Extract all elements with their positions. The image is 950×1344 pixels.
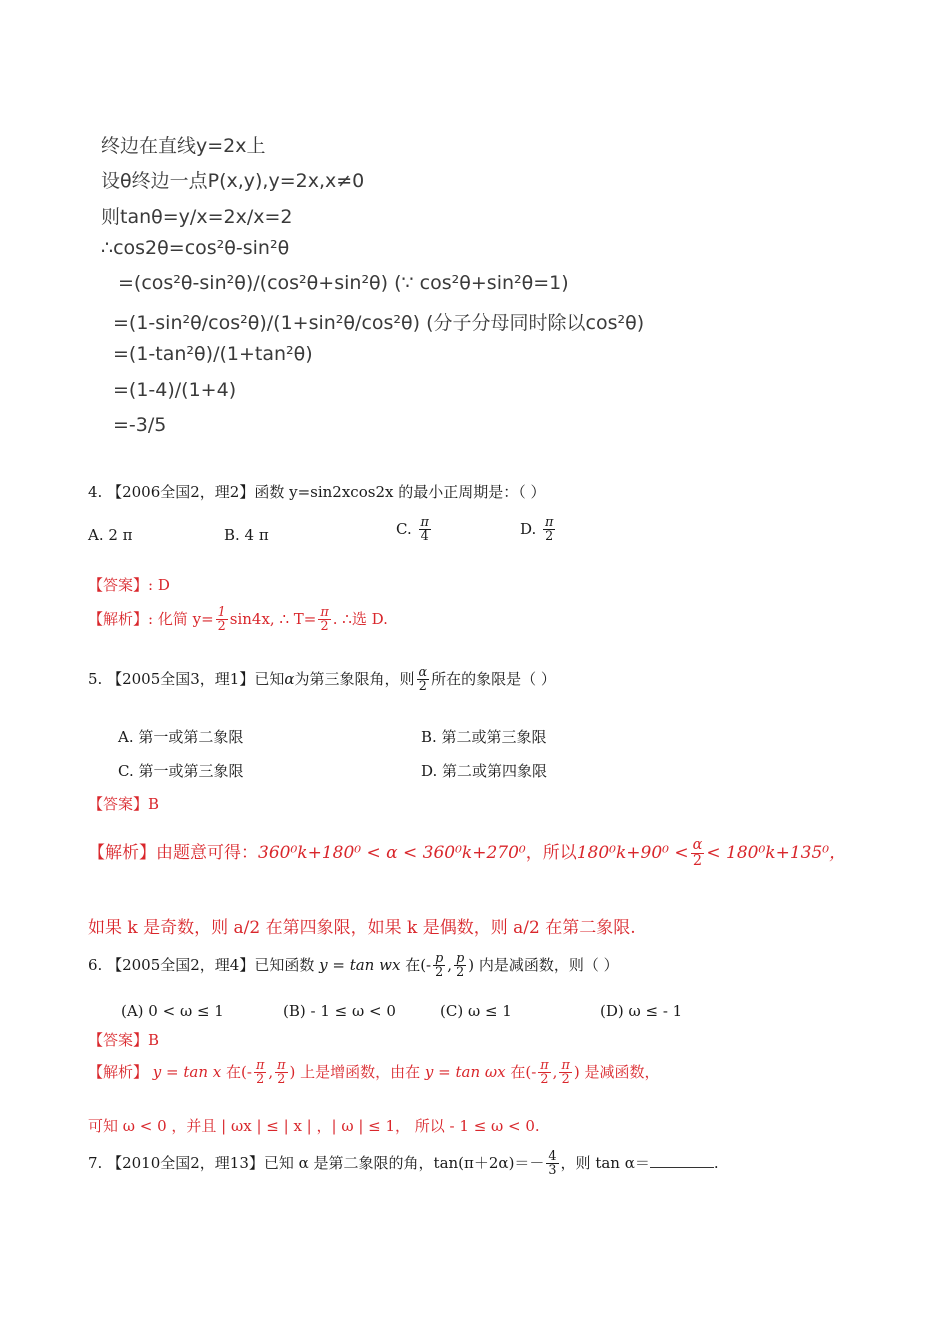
q4-analysis-half: $\frac{1}{2}$ — [217, 605, 226, 635]
q4-option-c-label: C. — [396, 519, 412, 538]
q6-option-c: (C) ω ≤ 1 — [440, 1002, 512, 1020]
hw-line-9: =-3/5 — [113, 414, 167, 436]
q6-answer: 【答案】B — [88, 1031, 160, 1049]
hw-line-7: =(1-tan²θ)/(1+tan²θ) — [113, 343, 313, 365]
q7-answer-blank — [650, 1153, 714, 1168]
q5-stem: 5. 【2005全国3，理1】已知α为第三象限角，则 $\frac{\alpha}{2}$ 所在的象限是（ ） — [88, 665, 556, 695]
q5-option-a: A. 第一或第二象限 — [118, 728, 244, 746]
q5-analysis-line-2: 如果 k 是奇数，则 a/2 在第四象限，如果 k 是偶数，则 a/2 在第二象限. — [88, 918, 636, 938]
q4-option-d — [520, 516, 557, 544]
hw-line-2: 设θ终边一点P(x,y),y=2x,x≠0 — [101, 170, 365, 192]
q5-analysis-half-alpha: $\frac{\alpha}{2}$ — [692, 837, 703, 870]
q6-analysis-frac-3: $\frac{\pi}{2}$ — [540, 1058, 549, 1088]
q4-answer: 【答案】: D — [88, 576, 170, 594]
q5-analysis: 【解析】由题意可得：360⁰k+180⁰ < α < 360⁰k+270⁰，所以180⁰k+90⁰ < $\frac{\alpha}{2}$ < 180⁰k+135⁰， — [88, 837, 847, 870]
hw-line-3: 则tanθ=y/x=2x/x=2 — [101, 206, 293, 228]
q6-analysis-frac-1: $\frac{\pi}{2}$ — [255, 1058, 265, 1088]
q6-interval-left: $\frac{p}{2}$ — [435, 951, 444, 981]
q5-option-b: B. 第二或第三象限 — [421, 728, 547, 746]
q5-option-d: D. 第二或第四象限 — [421, 762, 548, 780]
hw-line-8: =(1-4)/(1+4) — [113, 379, 237, 401]
hw-line-1: 终边在直线y=2x上 — [101, 135, 266, 157]
q6-stem: 6. 【2005全国2，理4】已知函数 y = tan wx 在(- $\frac{p}{2}$ , $\frac{p}{2}$ ) 内是减函数，则（ ） — [88, 951, 619, 981]
q5-answer: 【答案】B — [88, 795, 160, 813]
q6-option-b: (B) - 1 ≤ ω < 0 — [283, 1002, 396, 1020]
q4-analysis-period: $\frac{\pi}{2}$ — [320, 605, 329, 635]
q7-stem: 7. 【2010全国2，理13】已知 α 是第二象限的角，tan(π＋2α)＝－ $\frac{4}{3}$ ，则 tan α＝ . — [88, 1149, 719, 1179]
q6-analysis-line-2: 可知 ω < 0 ，并且 | ωx | ≤ | x | ，| ω | ≤ 1， 所以 - 1 ≤ ω < 0. — [88, 1117, 540, 1135]
q6-analysis-frac-2: $\frac{\pi}{2}$ — [277, 1058, 286, 1088]
q6-option-a: (A) 0 < ω ≤ 1 — [121, 1002, 224, 1020]
q4-option-d-frac: $\frac{\pi}{2}$ — [545, 515, 554, 545]
q6-analysis-frac-4: $\frac{\pi}{2}$ — [561, 1058, 570, 1088]
q4-analysis: 【解析】: 化简 y= $\frac{1}{2}$ sin4x, ∴ T= $\frac{\pi}{2}$ . ∴选 D. — [88, 605, 388, 635]
q4-option-c-frac: $\frac{\pi}{4}$ — [420, 515, 429, 545]
q6-analysis: 【解析】 y = tan x 在(- $\frac{\pi}{2}$ , $\frac{\pi}{2}$ ) 上是增函数，由在 y = tan ωx 在(- $\frac{\pi}{2}$ , $\frac{\pi}{2}$ ) 是减函数， — [88, 1058, 660, 1088]
q4-option-a: A. 2 π — [88, 526, 133, 544]
q7-frac: $\frac{4}{3}$ — [548, 1149, 557, 1179]
hw-line-4: ∴cos2θ=cos²θ-sin²θ — [101, 237, 290, 259]
q6-interval-right: $\frac{p}{2}$ — [456, 951, 465, 981]
q4-option-d-label: D. — [520, 519, 537, 538]
q4-option-c — [396, 516, 433, 544]
hw-line-5: =(cos²θ-sin²θ)/(cos²θ+sin²θ) (∵ cos²θ+sin²θ=1) — [118, 272, 569, 294]
hw-line-6: =(1-sin²θ/cos²θ)/(1+sin²θ/cos²θ) (分子分母同时除以cos²θ) — [113, 312, 645, 334]
q5-half-alpha: $\frac{\alpha}{2}$ — [418, 665, 428, 695]
q5-option-c: C. 第一或第三象限 — [118, 762, 244, 780]
q6-option-d: (D) ω ≤ - 1 — [600, 1002, 683, 1020]
q4-stem: 4. 【2006全国2，理2】函数 y=sin2xcos2x 的最小正周期是：（ ） — [88, 483, 546, 501]
q4-option-b: B. 4 π — [224, 526, 269, 544]
